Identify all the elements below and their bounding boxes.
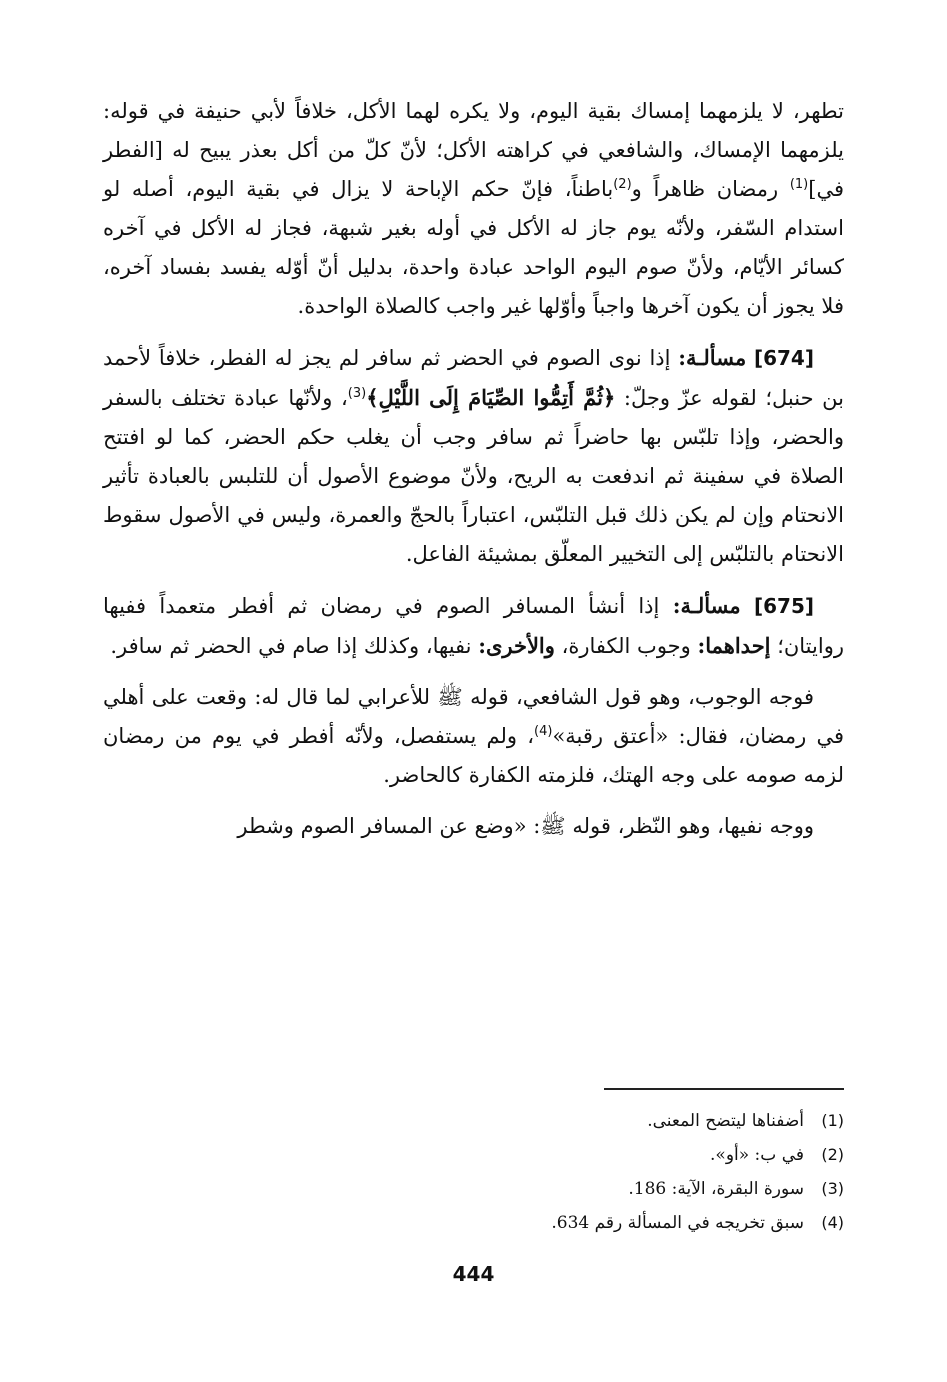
issue-674 — [103, 338, 844, 574]
paragraph-text: نفيها، وكذلك إذا صام في الحضر ثم سافر. — [110, 634, 479, 658]
first-narration-label: إحداهما: — [697, 633, 771, 658]
paragraph-text: تطهر، لا يلزمهما إمساك بقية اليوم، ولا يكره لهما الأكل، خلافاً لأبي حنيفة في قوله: يلزمهما الإمساك، والشافعي في كراهته الأكل؛ لأنّ كلّ من أكل بعذر يبيح له [الفطر في] — [103, 99, 844, 201]
quran-verse: ﴿ثُمَّ أَتِمُّوا الصِّيَامَ إِلَى اللَّيْلِ﴾ — [366, 385, 616, 410]
paragraph-text: إذا نوى الصوم في الحضر ثم سافر لم يجز له الفطر، خلافاً لأحمد بن حنبل؛ لقوله عزّ وجلّ: — [103, 346, 844, 410]
paragraph-text: وجوب الكفارة، — [554, 634, 698, 658]
paragraph-obligation — [103, 678, 844, 795]
paragraph-text: ووجه نفيها، وهو النّظر، قوله ﷺ: «وضع عن المسافر الصوم وشطر — [237, 814, 814, 838]
footnote-ref-1[interactable]: (1) — [789, 177, 809, 192]
footnote-text: في ب: «أو». — [710, 1145, 804, 1165]
paragraph-text: رمضان ظاهراً و — [631, 177, 790, 201]
issue-number: [675] — [753, 594, 814, 618]
issue-keyword: مسألـة: — [678, 345, 747, 370]
footnote-number: (3) — [821, 1179, 844, 1198]
paragraph-text: باطناً، فإنّ حكم الإباحة لا يزال في بقية اليوم، أصله لو استدام السّفر، ولأنّه يوم جاز له الأكل في أوله بغير شبهة، فجاز له الأكل في آخره كسائر الأيّام، ولأنّ صوم اليوم الواحد عبادة واحدة، بدليل أنّ أوّله يفسد بفساد آخره، فلا يجوز أن يكون آخرها واجباً وأوّلها غير واجب كالصلاة الواحدة. — [103, 177, 844, 318]
footnote-ref-4[interactable]: (4) — [534, 724, 553, 739]
paragraph-negation — [103, 807, 844, 846]
footnote-3 — [103, 1172, 844, 1206]
footnote-text: أضفناها ليتضح المعنى. — [647, 1111, 804, 1131]
issue-number: [674] — [753, 346, 814, 370]
paragraph-text: إذا أنشأ المسافر الصوم في رمضان ثم أفطر متعمداً ففيها روايتان؛ — [103, 594, 844, 658]
paragraph-text: ، ولأنّها عبادة تختلف بالسفر والحضر، وإذا تلبّس بها حاضراً ثم سافر وجب أن يغلب حكم الحضر، كما لو افتتح الصلاة في سفينة ثم اندفعت به الريح، ولأنّ موضوع الأصول أن للتلبس بالعبادة تأثير الانحتام وإن لم يكن ذلك قبل التلبّس، اعتباراً بالحجّ والعمرة، وليس في الأصول سقوط الانحتام بالتلبّس إلى التخيير المعلّق بمشيئة الفاعل. — [103, 386, 844, 566]
page-number: 444 — [452, 1262, 495, 1286]
footnote-ref-2[interactable]: (2) — [613, 177, 632, 192]
paragraph-1 — [103, 92, 844, 326]
footnote-number: (1) — [821, 1111, 844, 1130]
footnote-ref-3[interactable]: (3) — [347, 386, 367, 401]
footnote-number: (2) — [821, 1145, 844, 1164]
footnote-4 — [103, 1206, 844, 1240]
footnote-text: سورة البقرة، الآية: 186. — [628, 1179, 804, 1199]
issue-675 — [103, 586, 844, 666]
footnote-number: (4) — [821, 1213, 844, 1232]
footnote-2 — [103, 1138, 844, 1172]
issue-keyword: مسألـة: — [672, 593, 741, 618]
footnote-divider — [604, 1088, 844, 1090]
footnote-1 — [103, 1104, 844, 1138]
footnote-text: سبق تخريجه في المسألة رقم 634. — [551, 1213, 804, 1233]
paragraph-text: ، ولم يستفصل، ولأنّه أفطر في يوم من رمضان لزمه صومه على وجه الهتك، فلزمته الكفارة كالحاضر. — [103, 724, 844, 787]
paragraph-text: فوجه الوجوب، وهو قول الشافعي، قوله ﷺ للأعرابي لما قال له: وقعت على أهلي في رمضان، فقال: «أعتق رقبة» — [103, 685, 844, 748]
footnotes — [103, 1104, 844, 1240]
second-narration-label: والأخرى: — [478, 633, 555, 658]
main-text — [103, 92, 844, 846]
